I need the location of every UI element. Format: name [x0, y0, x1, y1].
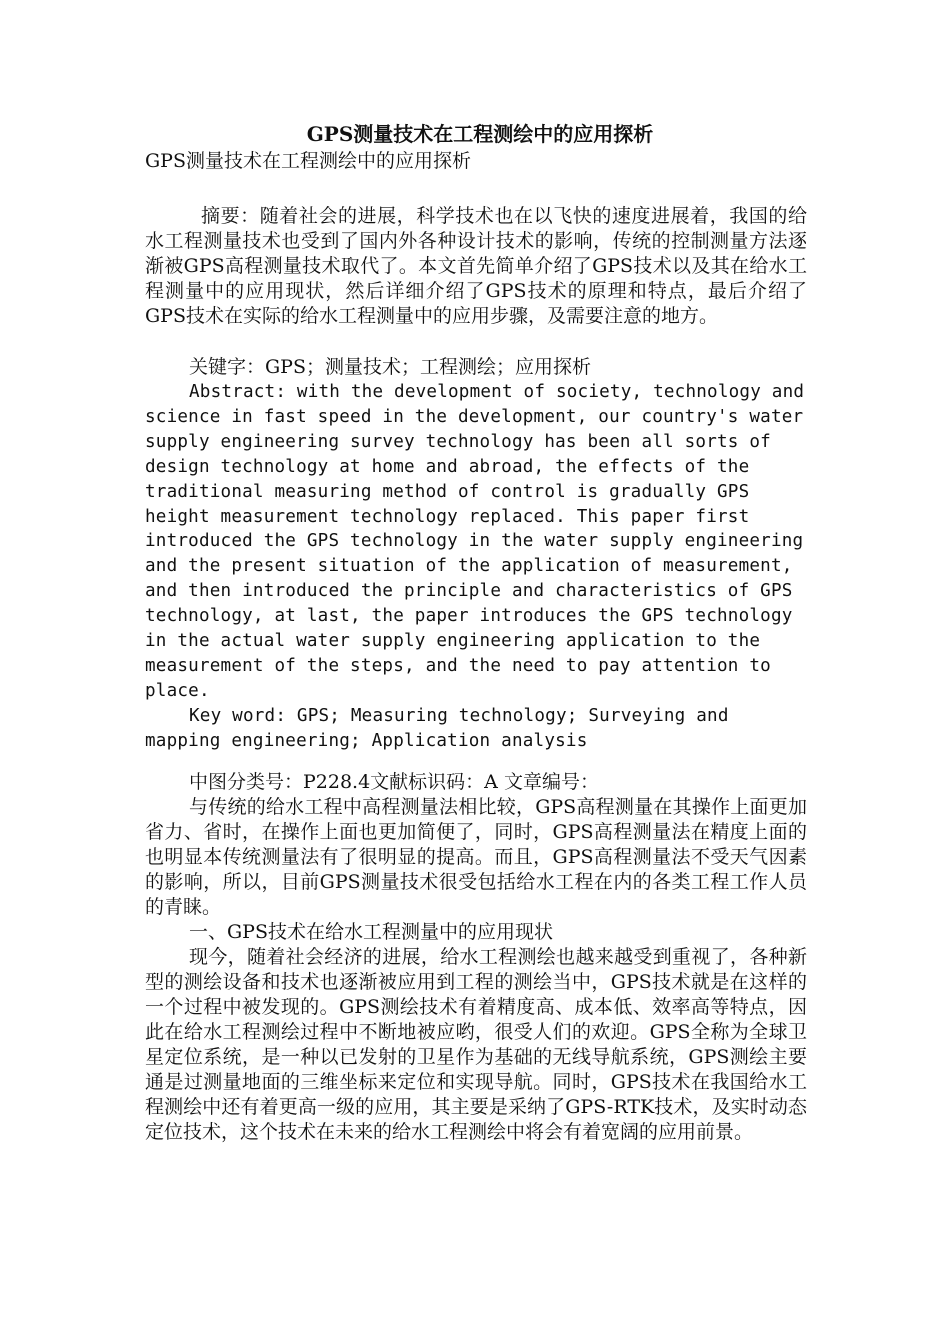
- intro-paragraph: 与传统的给水工程中高程测量法相比较，GPS高程测量在其操作上面更加省力、省时，在操作上面也更加简便了，同时，GPS高程测量法在精度上面的也明显本传统测量法有了很明显的提高。而且，GPS高程测量法不受天气因素的影响，所以，目前GPS测量技术很受包括给水工程在内的各类工程工作人员的青睐。: [145, 795, 807, 918]
- abstract-cn: 摘要：随着社会的进展，科学技术也在以飞快的速度进展着，我国的给水工程测量技术也受到了国内外各种设计技术的影响，传统的控制测量方法逐渐被GPS高程测量技术取代了。本文首先简单介绍了GPS技术以及其在给水工程测量中的应用现状，然后详细介绍了GPS技术的原理和特点，最后介绍了GPS技术在实际的给水工程测量中的应用步骤，及需要注意的地方。: [145, 205, 807, 327]
- keywords-cn: 关键字：GPS；测量技术；工程测绘；应用探析: [189, 356, 591, 378]
- abstract-en: Abstract: with the development of society, technology and science in fast speed in the development, our country's water supply engineering survey technology has been all sorts of design technology at home and abroad, the effects of the traditional measuring method of control is gradually GPS height measurement technology replaced. This paper first introduced the GPS technology in the water supply engineering and the present situation of the application of measurement, and then introduced the principle and characteristics of GPS technology, at last, the paper introduces the GPS technology in the actual water supply engineering application to the measurement of the steps, and the need to pay attention to place.: [145, 382, 815, 701]
- classification-line: 中图分类号：P228.4文献标识码：A 文章编号：: [189, 770, 599, 793]
- section-heading: 一、GPS技术在给水工程测量中的应用现状: [189, 920, 553, 943]
- document-page: [145, 120, 815, 1145]
- spacer: [145, 329, 807, 355]
- spacer: [145, 174, 807, 204]
- spacer: [145, 754, 807, 770]
- document-subtitle: GPS测量技术在工程测绘中的应用探析: [145, 150, 471, 172]
- keywords-en: Key word: GPS; Measuring technology; Surveying and mapping engineering; Application analysis: [145, 705, 740, 751]
- section-body: 现今，随着社会经济的进展，给水工程测绘也越来越受到重视了，各种新型的测绘设备和技术也逐渐被应用到工程的测绘当中，GPS技术就是在这样的一个过程中被发现的。GPS测绘技术有着精度高、成本低、效率高等特点，因此在给水工程测绘过程中不断地被应哟，很受人们的欢迎。GPS全称为全球卫星定位系统，是一种以已发射的卫星作为基础的无线导航系统，GPS测绘主要通是过测量地面的三维坐标来定位和实现导航。同时，GPS技术在我国给水工程测绘中还有着更高一级的应用，其主要是采纳了GPS-RTK技术，及实时动态定位技术，这个技术在未来的给水工程测绘中将会有着宽阔的应用前景。: [145, 945, 807, 1143]
- document-title: GPS测量技术在工程测绘中的应用探析: [306, 122, 654, 146]
